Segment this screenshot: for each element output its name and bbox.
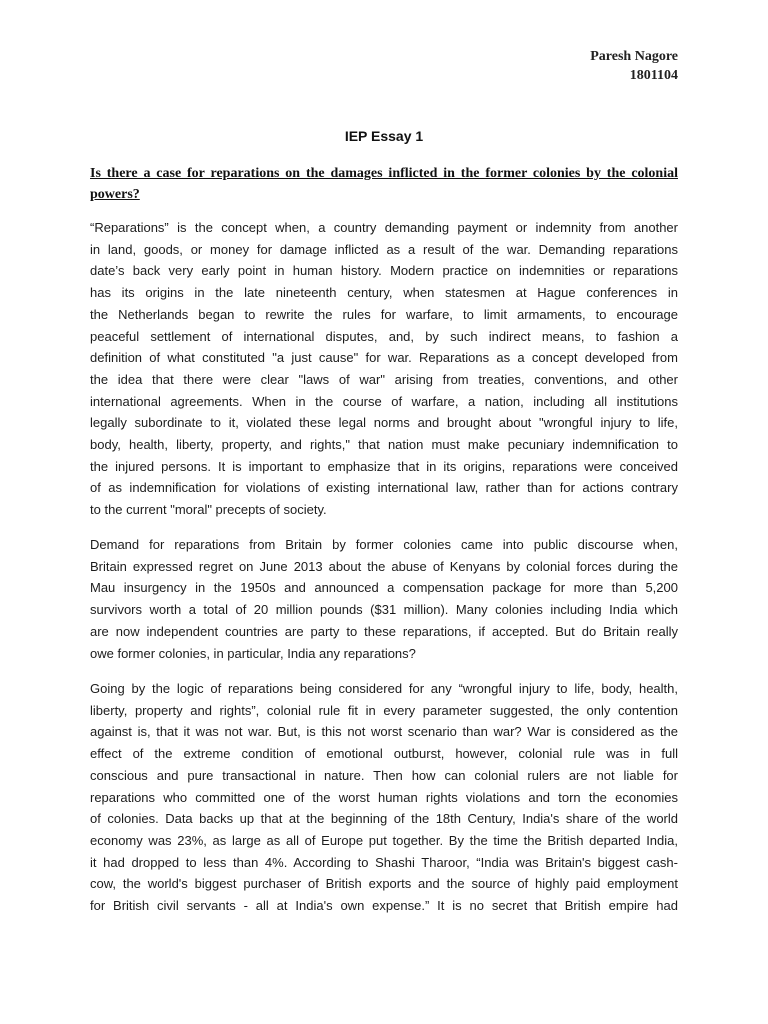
text-line: the idea that there were clear "laws of war" arising from treaties, conventions, and other [90, 371, 678, 387]
text-line: Mau insurgency in the 1950s and announced a compensation package for more than 5,200 [90, 580, 678, 596]
paragraph-3 [90, 678, 678, 917]
text-line: Demand for reparations from Britain by former colonies came into public discourse when, [90, 537, 678, 552]
text-line: in land, goods, or money for damage inflicted as a result of the war. Demanding reparations [90, 241, 678, 257]
text-line: liberty, property and rights”, colonial rule fit in every parameter suggested, the only contention [90, 702, 678, 718]
paragraph-1 [90, 217, 678, 521]
text-line: survivors worth a total of 20 million pounds ($31 million). Many colonies including India which [90, 602, 678, 618]
text-line: body, health, liberty, property, and rights," that nation must make pecuniary indemnification to [90, 437, 678, 453]
author-id: 1801104 [629, 68, 678, 83]
text-line: has its origins in the late nineteenth century, when statesmen at Hague conferences in [90, 285, 678, 301]
text-line: conscious and pure transactional in nature. Then how can colonial rulers are not liable for [90, 767, 678, 783]
text-line: of colonies. Data backs up that at the beginning of the 18th Century, India's share of the world [90, 811, 678, 827]
text-line: economy was 23%, as large as all of Europe put together. By the time the British departed India, [90, 832, 678, 848]
text-line: owe former colonies, in particular, India any reparations? [90, 645, 416, 661]
text-line: the injured persons. It is important to emphasize that in its origins, reparations were conceived [90, 458, 678, 474]
paragraph-2 [90, 534, 678, 664]
text-line: against is, that it was not war. But, is this not worst scenario than war? War is considered as the [90, 724, 678, 740]
author-name: Paresh Nagore [590, 49, 678, 64]
essay-question: Is there a case for reparations on the damages inflicted in the former colonies by the colonial powers? [90, 166, 678, 202]
text-line: it had dropped to less than 4%. According to Shashi Tharoor, “India was Britain's biggest cash- [90, 854, 678, 870]
text-line: peaceful settlement of international disputes, and, by such indirect means, to fashion a [90, 328, 678, 344]
text-line: of as indemnification for violations of existing international law, rather than for actions contrary [90, 480, 678, 496]
text-line: international agreements. When in the course of warfare, a nation, including all institutions [90, 393, 678, 409]
author-block [590, 47, 678, 85]
text-line: “Reparations” is the concept when, a country demanding payment or indemnity from another [90, 220, 678, 235]
text-line: are now independent countries are party to these reparations, if accepted. But do Britain really [90, 623, 678, 639]
essay-title: IEP Essay 1 [344, 128, 424, 144]
text-line: cow, the world's biggest purchaser of British exports and the source of highly paid employment [90, 876, 678, 892]
text-line: to the current "moral" precepts of society. [90, 502, 327, 518]
text-line: for British civil servants - all at India's own expense.” It is no secret that British empire had [90, 898, 678, 914]
text-line: Britain expressed regret on June 2013 about the abuse of Kenyans by colonial forces during the [90, 558, 678, 574]
text-line: Going by the logic of reparations being considered for any “wrongful injury to life, body, health, [90, 681, 678, 696]
text-line: the Netherlands began to rewrite the rules for warfare, to limit armaments, to encourage [90, 306, 678, 322]
text-line: definition of what constituted "a just cause" for war. Reparations as a concept developed from [90, 350, 678, 366]
text-line: legally subordinate to it, violated these legal norms and brought about "wrongful injury to life, [90, 415, 678, 431]
text-line: effect of the extreme condition of emotional outburst, however, colonial rule was in full [90, 746, 678, 762]
text-line: date’s back very early point in human history. Modern practice on indemnities or reparations [90, 263, 678, 279]
text-line: reparations who committed one of the worst human rights violations and torn the economies [90, 789, 678, 805]
